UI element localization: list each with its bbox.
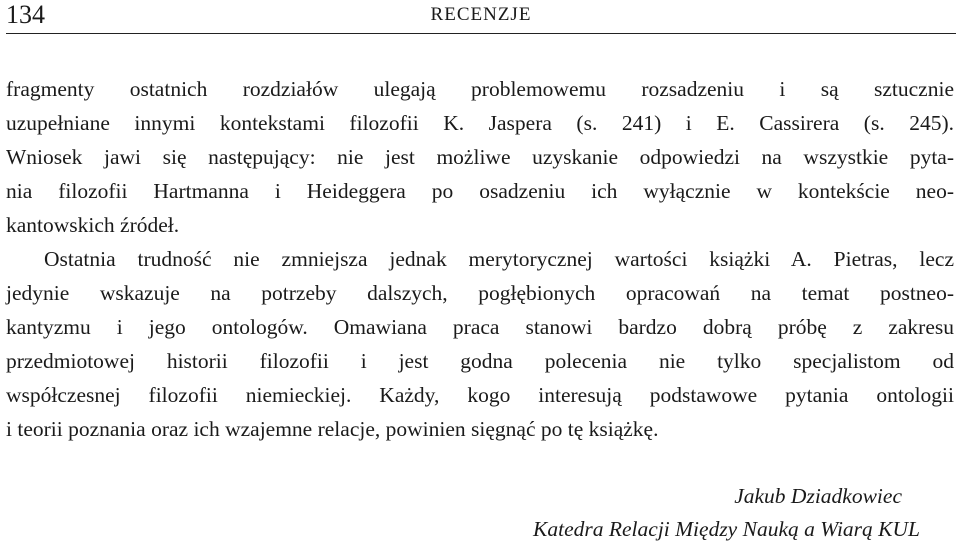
text-line: jedynie wskazuje na potrzeby dalszych, pogłębionych opracowań na temat postneo- <box>6 281 954 305</box>
page-header <box>6 0 956 34</box>
text-line: Wniosek jawi się następujący: nie jest możliwe uzyskanie odpowiedzi na wszystkie pyta- <box>6 145 954 169</box>
text-line: Ostatnia trudność nie zmniejsza jednak merytorycznej wartości książki A. Pietras, lecz <box>44 247 954 271</box>
paragraph-1 <box>6 72 954 242</box>
page-number: 134 <box>6 0 45 29</box>
signature-block <box>533 480 920 546</box>
body-text <box>6 72 954 446</box>
running-head: RECENZJE <box>430 4 532 25</box>
text-line: współczesnej filozofii niemieckiej. Każdy, kogo interesują podstawowe pytania ontologii <box>6 383 954 407</box>
text-line: kantowskich źródeł. <box>6 213 180 237</box>
text-line: przedmiotowej historii filozofii i jest godna polecenia nie tylko specjalistom od <box>6 349 954 373</box>
text-line: uzupełniane innymi kontekstami filozofii K. Jaspera (s. 241) i E. Cassirera (s. 245). <box>6 111 954 135</box>
text-line: kantyzmu i jego ontologów. Omawiana praca stanowi bardzo dobrą próbę z zakresu <box>6 315 954 339</box>
author-name: Jakub Dziadkowiec <box>734 484 902 508</box>
text-line: nia filozofii Hartmanna i Heideggera po osadzeniu ich wyłącznie w kontekście neo- <box>6 179 954 203</box>
paragraph-2 <box>6 242 954 446</box>
text-line: fragmenty ostatnich rozdziałów ulegają problemowemu rozsadzeniu i są sztucznie <box>6 77 954 101</box>
author-affiliation: Katedra Relacji Między Nauką a Wiarą KUL <box>533 517 920 541</box>
text-line: i teorii poznania oraz ich wzajemne relacje, powinien sięgnąć po tę książkę. <box>6 417 659 441</box>
